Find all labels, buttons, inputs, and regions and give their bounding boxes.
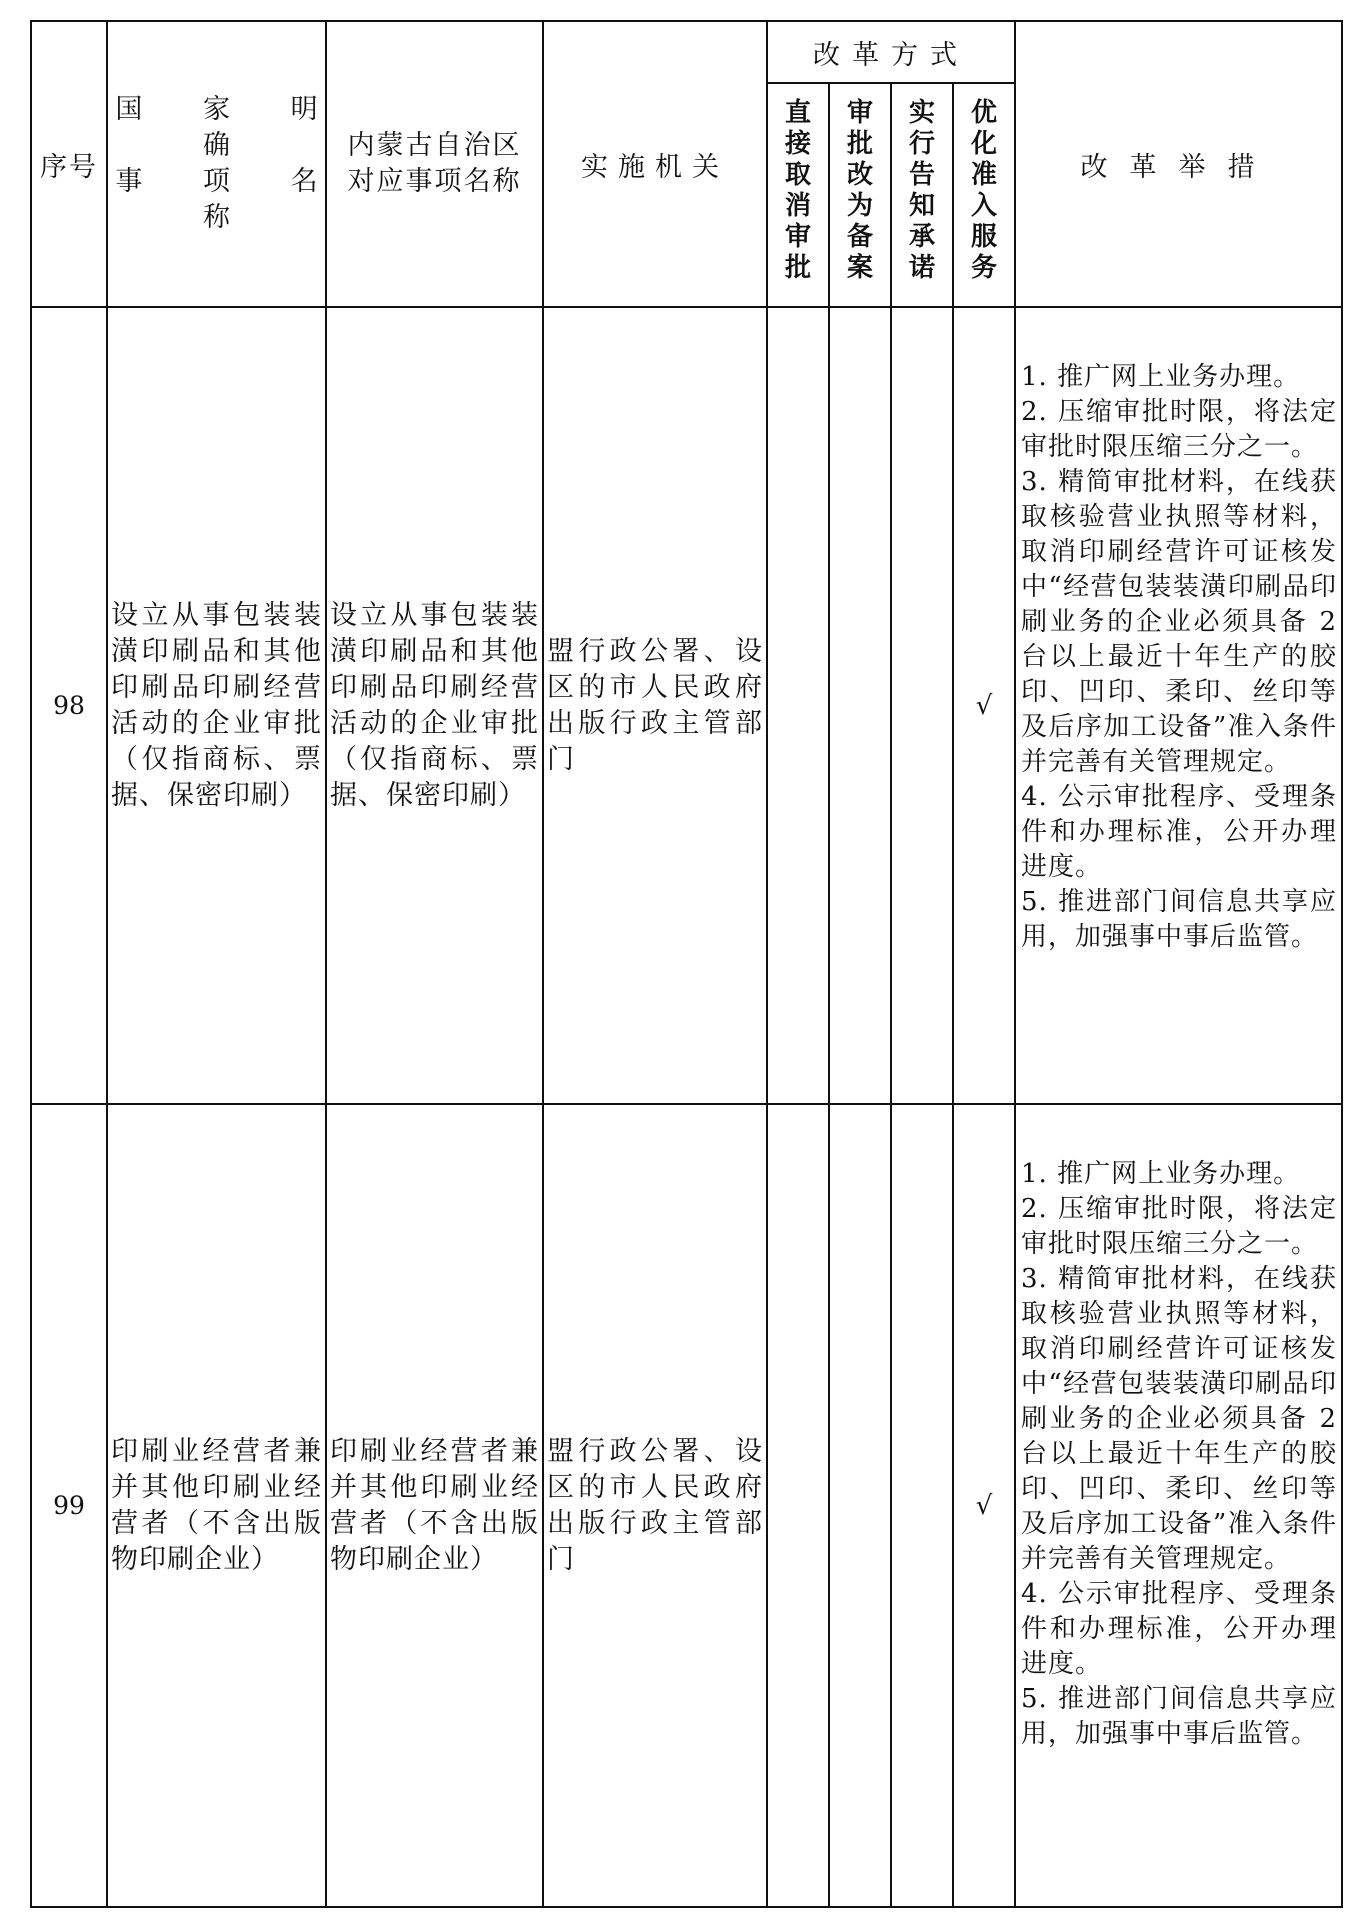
row-org: 盟行政公署、设区的市人民政府出版行政主管部门 bbox=[543, 307, 767, 1104]
measure-item: 2. 压缩审批时限，将法定审批时限压缩三分之一。 bbox=[1021, 397, 1337, 462]
reform-table bbox=[30, 20, 1343, 1908]
header-reform-mode: 改革方式 bbox=[767, 21, 1015, 83]
row-mode-commitment bbox=[891, 1104, 953, 1907]
header-mode-commitment-label: 实 行 告 知 承 诺 bbox=[909, 98, 936, 283]
row-seq: 99 bbox=[31, 1104, 107, 1907]
row-measures bbox=[1015, 307, 1342, 1104]
header-mode-cancel-label: 直 接 取 消 审 批 bbox=[785, 98, 812, 283]
table-row bbox=[31, 307, 1342, 1104]
header-row-top bbox=[31, 21, 1342, 83]
measure-item: 2. 压缩审批时限，将法定审批时限压缩三分之一。 bbox=[1021, 1194, 1337, 1259]
header-seq: 序号 bbox=[31, 21, 107, 307]
header-national-name-line-1: 国 家 明 确 bbox=[115, 94, 344, 161]
measure-item: 5. 推进部门间信息共享应用，加强事中事后监管。 bbox=[1021, 887, 1337, 952]
measure-item: 5. 推进部门间信息共享应用，加强事中事后监管。 bbox=[1021, 1684, 1337, 1749]
row-mode-optimize-check: √ bbox=[953, 1104, 1015, 1907]
row-org: 盟行政公署、设区的市人民政府出版行政主管部门 bbox=[543, 1104, 767, 1907]
measure-item: 1. 推广网上业务办理。 bbox=[1021, 1159, 1301, 1189]
header-mode-filing bbox=[829, 83, 891, 307]
header-national-name bbox=[107, 21, 344, 307]
measure-item: 1. 推广网上业务办理。 bbox=[1021, 362, 1301, 392]
row-local-name: 印刷业经营者兼并其他印刷业经营者（不含出版物印刷企业） bbox=[326, 1104, 543, 1907]
measure-item: 4. 公示审批程序、受理条件和办理标准，公开办理进度。 bbox=[1021, 782, 1337, 882]
header-local-name-line-1: 内蒙古自治区 bbox=[347, 130, 522, 161]
row-local-name: 设立从事包装装潢印刷品和其他印刷品印刷经营活动的企业审批（仅指商标、票据、保密印刷） bbox=[326, 307, 543, 1104]
header-mode-cancel bbox=[767, 83, 829, 307]
row-mode-filing bbox=[829, 307, 891, 1104]
row-national-name: 设立从事包装装潢印刷品和其他印刷品印刷经营活动的企业审批（仅指商标、票据、保密印刷） bbox=[107, 307, 326, 1104]
row-seq: 98 bbox=[31, 307, 107, 1104]
row-measures bbox=[1015, 1104, 1342, 1907]
header-org: 实施机关 bbox=[543, 21, 767, 307]
reform-table-page bbox=[30, 20, 1341, 1904]
row-mode-filing bbox=[829, 1104, 891, 1907]
header-local-name bbox=[326, 21, 543, 307]
measure-item: 4. 公示审批程序、受理条件和办理标准，公开办理进度。 bbox=[1021, 1579, 1337, 1679]
header-measures: 改革举措 bbox=[1015, 21, 1342, 307]
row-mode-cancel bbox=[767, 307, 829, 1104]
header-mode-commitment bbox=[891, 83, 953, 307]
row-national-name: 印刷业经营者兼并其他印刷业经营者（不含出版物印刷企业） bbox=[107, 1104, 326, 1907]
row-mode-cancel bbox=[767, 1104, 829, 1907]
header-mode-optimize-label: 优 化 准 入 服 务 bbox=[971, 98, 998, 283]
table-row bbox=[31, 1104, 1342, 1907]
header-national-name-line-2: 事 项 名 称 bbox=[115, 166, 344, 233]
row-mode-commitment bbox=[891, 307, 953, 1104]
header-mode-filing-label: 审 批 改 为 备 案 bbox=[847, 98, 874, 283]
header-local-name-line-2: 对应事项名称 bbox=[347, 166, 522, 197]
measure-item: 3. 精简审批材料，在线获取核验营业执照等材料，取消印刷经营许可证核发中“经营包装装潢印刷品印刷业务的企业必须具备 2 台以上最近十年生产的胶印、凹印、柔印、丝印等及后序加工设备”准入条件并完善有关管理规定。 bbox=[1021, 1264, 1337, 1574]
measure-item: 3. 精简审批材料，在线获取核验营业执照等材料，取消印刷经营许可证核发中“经营包装装潢印刷品印刷业务的企业必须具备 2 台以上最近十年生产的胶印、凹印、柔印、丝印等及后序加工设备”准入条件并完善有关管理规定。 bbox=[1021, 467, 1337, 777]
header-mode-optimize bbox=[953, 83, 1015, 307]
row-mode-optimize-check: √ bbox=[953, 307, 1015, 1104]
